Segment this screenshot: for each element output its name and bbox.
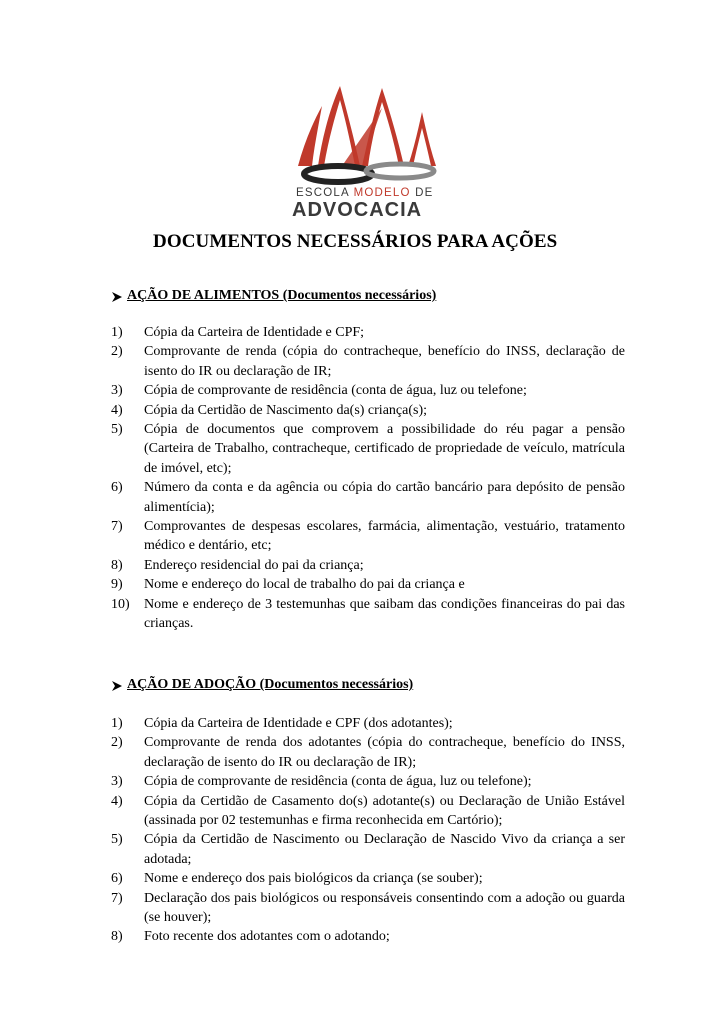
list-item-text: Número da conta e da agência ou cópia do cartão bancário para depósito de pensão alimentícia); (144, 480, 625, 515)
list-item-number: 8) (111, 557, 123, 573)
list-item-number: 1) (111, 716, 123, 731)
list-item-number: 5) (111, 832, 123, 848)
list-item-text: Cópia de comprovante de residência (conta de água, luz ou telefone); (144, 774, 532, 790)
escola-modelo-logo (278, 78, 454, 220)
list-item-text: Nome e endereço do local de trabalho do pai da criança e (144, 577, 465, 593)
list-item (111, 556, 625, 575)
list-item-number: 7) (111, 890, 123, 906)
arrow-bullet-icon (111, 291, 123, 303)
list-item (111, 420, 625, 478)
list-item-number: 10) (111, 596, 130, 612)
section-heading-adocao: AÇÃO DE ADOÇÃO (Documentos necessários) (127, 677, 414, 692)
list-item-text: Endereço residencial do pai da criança; (144, 557, 364, 573)
list-item-number: 1) (111, 325, 123, 340)
list-item (111, 714, 625, 733)
list-item (111, 323, 625, 342)
list-item-text: Foto recente dos adotantes com o adotando; (144, 929, 390, 945)
list-item-text: Cópia da Certidão de Nascimento da(s) criança(s); (144, 402, 428, 418)
list-item-number: 7) (111, 519, 123, 535)
list-item-number: 8) (111, 929, 123, 945)
list-item-text: Comprovante de renda (cópia do contracheque, benefício do INSS, declaração de isento do IR ou declaração de IR; (144, 344, 625, 379)
list-item (111, 733, 625, 772)
list-item (111, 478, 625, 517)
logo-text-line1: ESCOLA MODELO DE (296, 187, 434, 199)
list-item-number: 2) (111, 344, 123, 360)
page-title: DOCUMENTOS NECESSÁRIOS PARA AÇÕES (153, 231, 558, 252)
list-item-number: 3) (111, 383, 123, 399)
list-item-number: 9) (111, 577, 123, 593)
list-item-text: Cópia da Certidão de Casamento do(s) adotante(s) ou Declaração de União Estável (assinada por 02 testemunhas e firma reconhecida em Cartório); (144, 793, 625, 829)
list-item (111, 792, 625, 831)
logo-text-line2: ADVOCACIA (292, 199, 423, 220)
list-item (111, 342, 625, 381)
list-item-number: 4) (111, 402, 123, 418)
list-item-number: 3) (111, 774, 123, 790)
alimentos-document-list (111, 323, 625, 634)
list-item-text: Nome e endereço dos pais biológicos da criança (se souber); (144, 871, 483, 887)
arrow-bullet-icon (111, 680, 123, 692)
list-item-text: Comprovante de renda dos adotantes (cópia do contracheque, benefício do INSS, declaração de isento do IR ou declaração de IR); (144, 735, 625, 770)
list-item-text: Cópia de documentos que comprovem a possibilidade do réu pagar a pensão (Carteira de Trabalho, contracheque, certificado de propriedade de veículo, matrícula de imóvel, etc); (144, 422, 625, 476)
adocao-document-list (111, 714, 625, 947)
list-item-number: 6) (111, 480, 123, 496)
list-item-text: Cópia da Carteira de Identidade e CPF; (144, 325, 365, 340)
list-item (111, 889, 625, 928)
list-item (111, 401, 625, 420)
list-item (111, 927, 625, 946)
list-item (111, 869, 625, 888)
list-item-number: 4) (111, 793, 123, 809)
list-item-text: Cópia da Carteira de Identidade e CPF (dos adotantes); (144, 716, 453, 731)
section-heading-alimentos: AÇÃO DE ALIMENTOS (Documentos necessários) (127, 288, 437, 303)
list-item-number: 5) (111, 422, 123, 438)
list-item (111, 830, 625, 869)
list-item (111, 595, 625, 634)
list-item-number: 2) (111, 735, 123, 751)
list-item-text: Comprovantes de despesas escolares, farmácia, alimentação, vestuário, tratamento médico e dentário, etc; (144, 519, 625, 554)
list-item (111, 575, 625, 594)
list-item-number: 6) (111, 871, 123, 887)
list-item-text: Nome e endereço de 3 testemunhas que saibam das condições financeiras do pai das crianças. (144, 596, 625, 632)
list-item (111, 381, 625, 400)
list-item (111, 517, 625, 556)
list-item-text: Declaração dos pais biológicos ou responsáveis consentindo com a adoção ou guarda (se houver); (144, 890, 625, 926)
list-item (111, 772, 625, 791)
list-item-text: Cópia da Certidão de Nascimento ou Declaração de Nascido Vivo da criança a ser adotada; (144, 832, 625, 867)
list-item-text: Cópia de comprovante de residência (conta de água, luz ou telefone; (144, 383, 527, 399)
